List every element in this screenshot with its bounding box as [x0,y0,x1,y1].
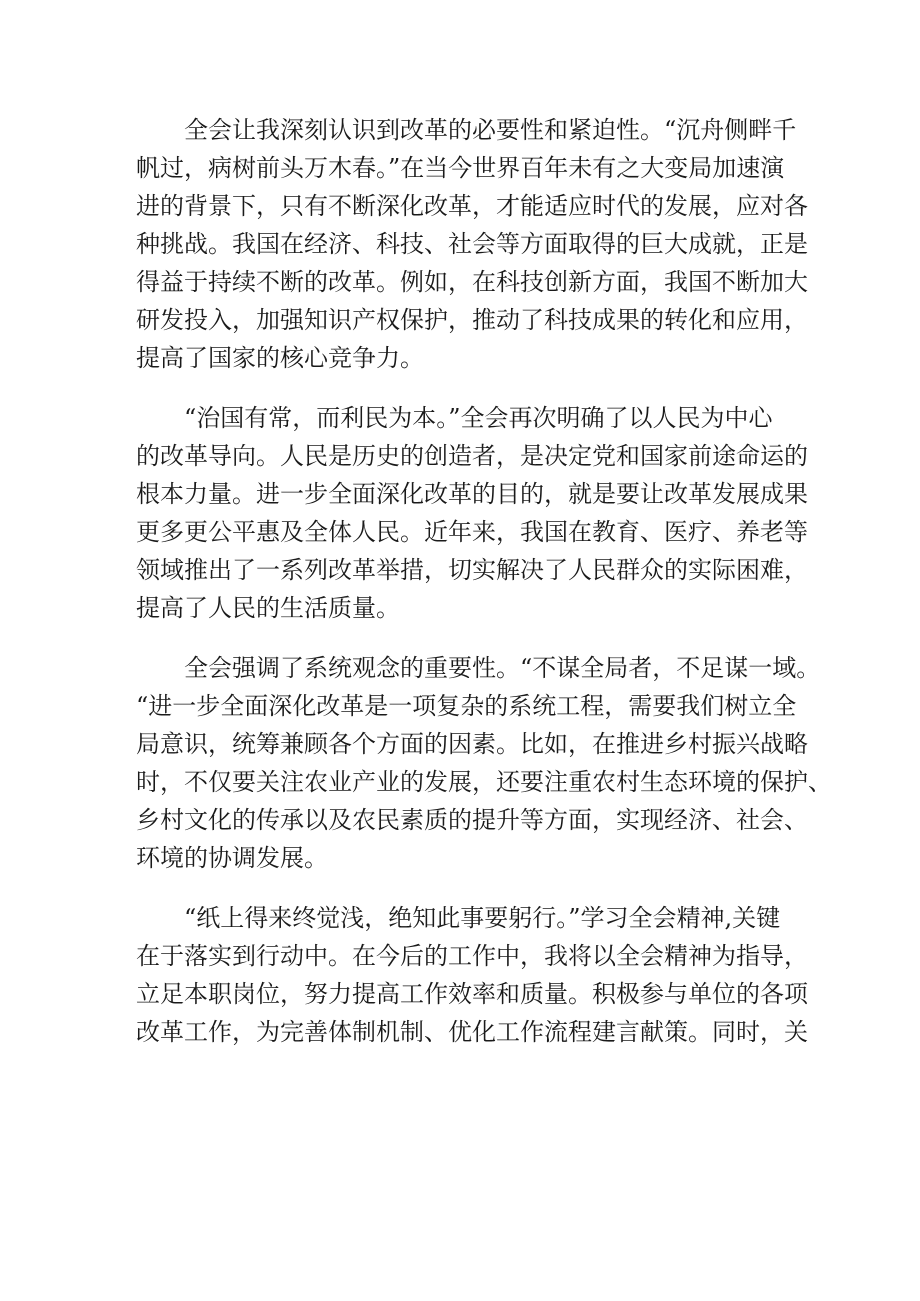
paragraph-take-action [136,899,808,1051]
paragraph-line: 得益于持续不断的改革。例如，在科技创新方面，我国不断加大 [136,268,808,296]
paragraph-line: 更多更公平惠及全体人民。近年来，我国在教育、医疗、养老等 [136,518,808,546]
paragraph-line: 全会让我深刻认识到改革的必要性和紧迫性。“沉舟侧畔千 [184,116,797,144]
paragraph-line: 在于落实到行动中。在今后的工作中，我将以全会精神为指导， [136,942,808,970]
paragraph-systems-thinking [136,649,832,877]
paragraph-line: 局意识，统筹兼顾各个方面的因素。比如，在推进乡村振兴战略 [136,730,808,758]
paragraph-line: 全会强调了系统观念的重要性。“不谋全局者，不足谋一域。 [184,654,821,682]
paragraph-line: 种挑战。我国在经济、科技、社会等方面取得的巨大成就，正是 [136,230,808,258]
document-body [136,111,832,1073]
paragraph-line: 提高了国家的核心竞争力。 [136,344,424,372]
paragraph-people-centered [136,399,808,627]
paragraph-line: 立足本职岗位，努力提高工作效率和质量。积极参与单位的各项 [136,980,808,1008]
paragraph-line: 领域推出了一系列改革举措，切实解决了人民群众的实际困难， [136,556,808,584]
paragraph-line: 进的背景下，只有不断深化改革，才能适应时代的发展，应对各 [136,192,808,220]
paragraph-reform-necessity [136,111,808,377]
paragraph-line: 的改革导向。人民是历史的创造者，是决定党和国家前途命运的 [136,442,808,470]
paragraph-line: 改革工作，为完善体制机制、优化工作流程建言献策。同时，关 [136,1018,808,1046]
paragraph-line: “治国有常，而利民为本。”全会再次明确了以人民为中心 [184,404,773,432]
paragraph-line: 根本力量。进一步全面深化改革的目的，就是要让改革发展成果 [136,480,808,508]
paragraph-line: 环境的协调发展。 [136,844,328,872]
paragraph-line: 提高了人民的生活质量。 [136,594,400,622]
paragraph-line: “纸上得来终觉浅，绝知此事要躬行。”学习全会精神,关键 [184,904,781,932]
paragraph-line: 帆过，病树前头万木春。”在当今世界百年未有之大变局加速演 [136,154,785,182]
paragraph-line: 研发投入，加强知识产权保护，推动了科技成果的转化和应用， [136,306,808,334]
paragraph-line: 时，不仅要关注农业产业的发展，还要注重农村生态环境的保护、 [136,768,832,796]
paragraph-line: 乡村文化的传承以及农民素质的提升等方面，实现经济、社会、 [136,806,808,834]
paragraph-line: “进一步全面深化改革是一项复杂的系统工程，需要我们树立全 [136,692,797,720]
